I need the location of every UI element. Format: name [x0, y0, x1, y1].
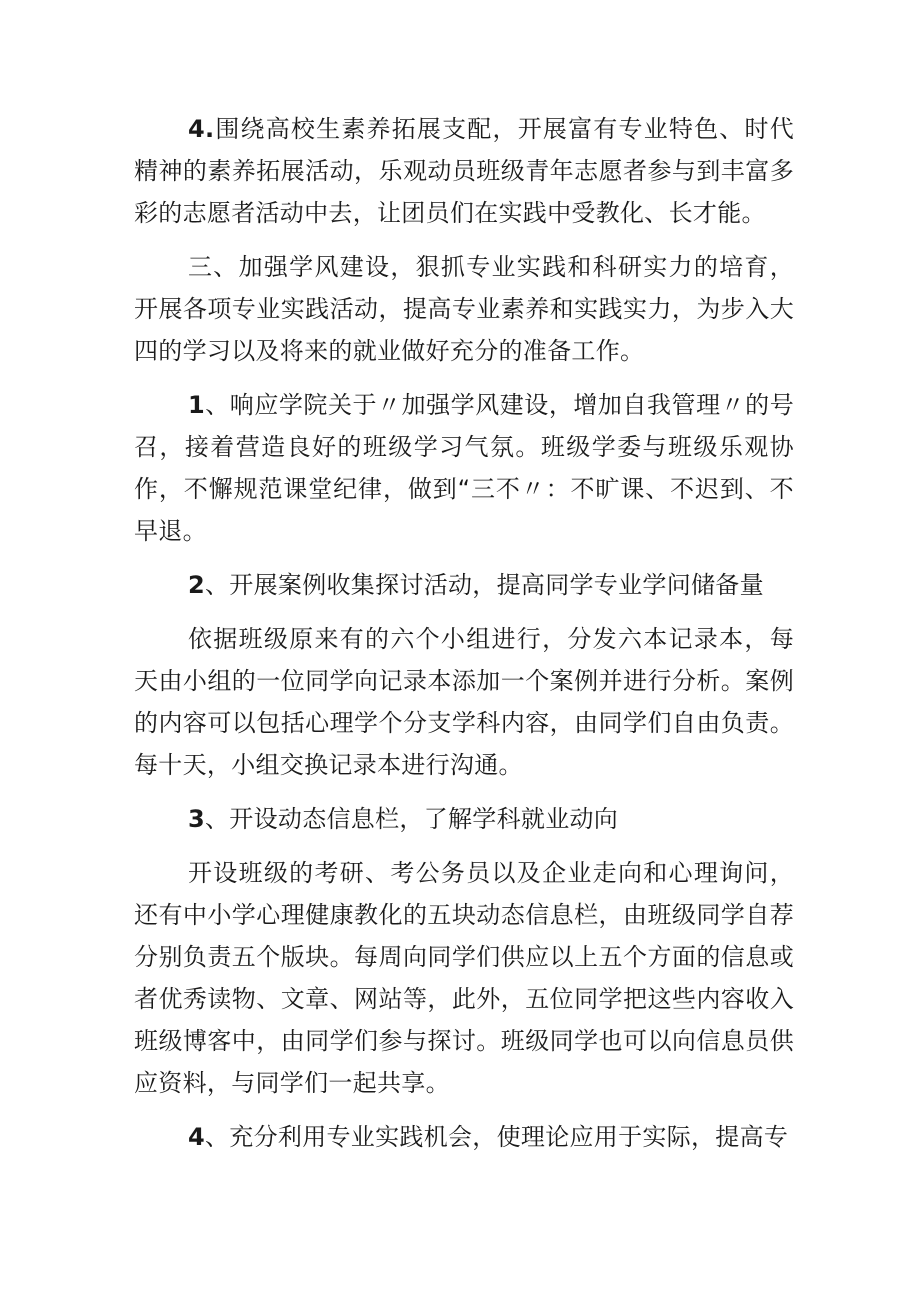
paragraph-number: 1 [188, 391, 205, 419]
paragraph-number: 4. [188, 115, 215, 143]
paragraph-text: 依据班级原来有的六个小组进行，分发六本记录本，每天由小组的一位同学向记录本添加一个案例并进行分析。案例的内容可以包括心理学个分支学科内容，由同学们自由负责。每十天，小组交换记录本进行沟通。 [134, 625, 794, 779]
paragraph [134, 108, 794, 234]
paragraph-number: 3 [188, 805, 205, 833]
paragraph [134, 384, 794, 552]
paragraph [134, 798, 794, 840]
paragraph-text: 、开设动态信息栏，了解学科就业动向 [205, 805, 619, 833]
paragraph-text: 、响应学院关于〃加强学风建设，增加自我管理〃的号召，接着营造良好的班级学习气氛。班级学委与班级乐观协作，不懈规范课堂纪律，做到“三不〃：不旷课、不迟到、不早退。 [134, 391, 794, 545]
paragraph [134, 852, 794, 1104]
paragraph-text: 、开展案例收集探讨活动，提高同学专业学问储备量 [205, 571, 764, 599]
paragraph-number: 4 [188, 1123, 205, 1151]
paragraph-text: 开设班级的考研、考公务员以及企业走向和心理询问，还有中小学心理健康教化的五块动态信息栏，由班级同学自荐分别负责五个版块。每周向同学们供应以上五个方面的信息或者优秀读物、文章、网站等，此外，五位同学把这些内容收入班级博客中，由同学们参与探讨。班级同学也可以向信息员供应资料，与同学们一起共享。 [134, 859, 794, 1097]
section-heading-paragraph [134, 246, 794, 372]
paragraph [134, 1116, 794, 1158]
paragraph-text: 三、加强学风建设，狠抓专业实践和科研实力的培育，开展各项专业实践活动，提高专业素养和实践实力，为步入大四的学习以及将来的就业做好充分的准备工作。 [134, 253, 794, 365]
paragraph [134, 618, 794, 786]
paragraph-number: 2 [188, 571, 205, 599]
paragraph [134, 564, 794, 606]
document-body [134, 108, 794, 1158]
paragraph-text: 围绕高校生素养拓展支配，开展富有专业特色、时代精神的素养拓展活动，乐观动员班级青年志愿者参与到丰富多彩的志愿者活动中去，让团员们在实践中受教化、长才能。 [134, 115, 794, 227]
paragraph-text: 、充分利用专业实践机会，使理论应用于实际，提高专 [205, 1123, 789, 1151]
